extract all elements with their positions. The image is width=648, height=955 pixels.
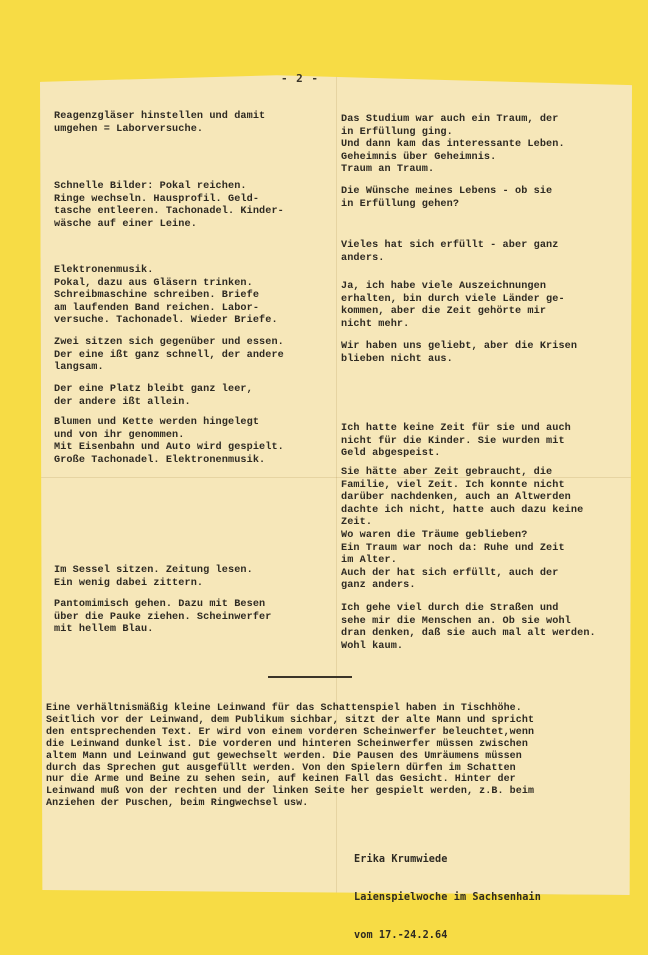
stage-directions-paragraph: Eine verhältnismäßig kleine Leinwand für das Schattenspiel haben in Tischhöhe. Seitlich vor der Leinwand, dem Publikum sichbar, sitzt der alte Mann und spricht den entsprechenden Text. Er wird von einem vorderen Scheinwerfer beleuchtet,wenn die Leinwand dunkel ist. Die vorderen und hinteren Scheinwerfer müssen zwischen altem Mann und Leinwand gut gewechselt werden. Die Pausen des Umräumens müssen durch das Sprechen gut ausgefüllt werden. Von den Spielern dürfen im Schatten nur die Arme und Beine zu sehen sein, auf keinen Fall das Gesicht. Hinter der Leinwand muß von der rechten und der linken Seite her gespielt werden, z.B. beim Anziehen der Puschen, beim Ringwechsel usw. <box>46 703 535 810</box>
left-block-4: Zwei sitzen sich gegenüber und essen. Der eine ißt ganz schnell, der andere langsam. <box>54 337 284 374</box>
left-block-5: Der eine Platz bleibt ganz leer, der andere ißt allein. <box>54 384 253 408</box>
event-name: Laienspielwoche im Sachsenhain <box>354 891 542 903</box>
right-block-8: Ich gehe viel durch die Straßen und sehe mir die Menschen an. Ob sie wohl dran denken, daß sie auch mal alt werden. Wohl kaum. <box>341 603 596 652</box>
right-block-4: Ja, ich habe viele Auszeichnungen erhalten, bin durch viele Länder ge- kommen, aber die Zeit gehörte mir nicht mehr. <box>341 281 565 330</box>
event-date: vom 17.-24.2.64 <box>354 929 448 941</box>
left-block-3: Elektronenmusik. Pokal, dazu aus Gläsern trinken. Schreibmaschine schreiben. Briefe am laufenden Band reichen. Labor- versuche. Tachonadel. Wieder Briefe. <box>54 265 278 327</box>
right-block-3: Vieles hat sich erfüllt - aber ganz anders. <box>341 240 559 264</box>
right-block-7: Sie hätte aber Zeit gebraucht, die Familie, viel Zeit. Ich konnte nicht darüber nachdenken, auch an Altwerden dachte ich nicht, hatte auch dazu keine Zeit. Wo waren die Träume geblieben? Ein Traum war noch da: Ruhe und Zeit im Alter. Auch der hat sich erfüllt, auch der ganz anders. <box>341 467 584 592</box>
right-block-1: Das Studium war auch ein Traum, der in Erfüllung ging. Und dann kam das interessante Leben. Geheimnis über Geheimnis. Traum an Traum. <box>341 114 565 176</box>
left-block-8: Pantomimisch gehen. Dazu mit Besen über die Pauke ziehen. Scheinwerfer mit hellem Blau. <box>54 599 272 636</box>
page-number: - 2 - <box>280 72 320 85</box>
left-block-1: Reagenzgläser hinstellen und damit umgehen = Laborversuche. <box>54 111 266 135</box>
section-divider <box>268 676 352 678</box>
signature-block <box>354 829 541 955</box>
author-name: Erika Krumwiede <box>354 854 448 866</box>
right-block-2: Die Wünsche meines Lebens - ob sie in Erfüllung gehen? <box>341 186 553 210</box>
right-block-5: Wir haben uns geliebt, aber die Krisen blieben nicht aus. <box>341 341 578 365</box>
right-block-6: Ich hatte keine Zeit für sie und auch nicht für die Kinder. Sie wurden mit Geld abgespeist. <box>341 423 571 460</box>
left-block-6: Blumen und Kette werden hingelegt und von ihr genommen. Mit Eisenbahn und Auto wird gespielt. Große Tachonadel. Elektronenmusik. <box>54 417 284 466</box>
left-block-2: Schnelle Bilder: Pokal reichen. Ringe wechseln. Hausprofil. Geld- tasche entleeren. Tachonadel. Kinder- wäsche auf einer Leine. <box>54 181 284 230</box>
left-block-7: Im Sessel sitzen. Zeitung lesen. Ein wenig dabei zittern. <box>54 565 253 589</box>
